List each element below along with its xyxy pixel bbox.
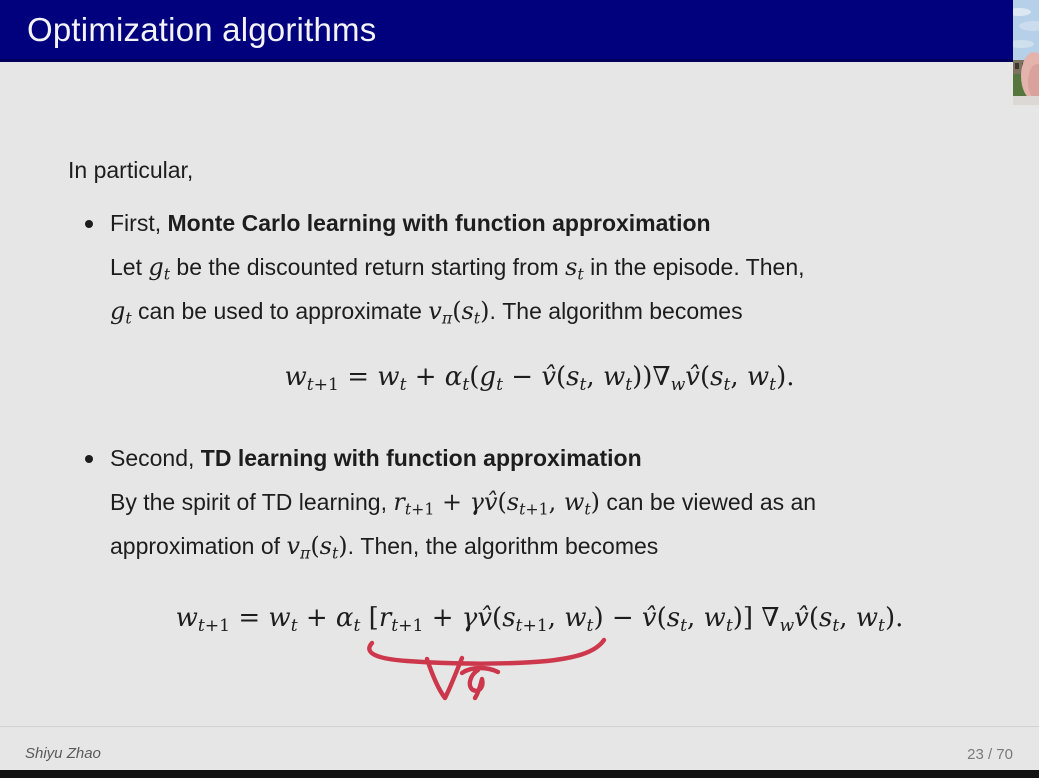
footer-divider — [0, 726, 1039, 727]
bullet-icon — [85, 220, 93, 228]
intro-text: In particular, — [68, 157, 194, 183]
bullet-icon — [85, 455, 93, 463]
bottom-bar — [0, 770, 1039, 778]
annotation-subscript-bar-stroke — [462, 668, 498, 673]
bullet-1-line-2: gt can be used to approximate vπ(st). The algorithm becomes — [110, 297, 743, 328]
slide-header-bar — [0, 0, 1039, 62]
annotation-underline-stroke — [369, 640, 604, 664]
bullet-1-line-1: Let gt be the discounted return starting from st in the episode. Then, — [110, 253, 805, 284]
annotation-v-stroke — [427, 658, 462, 698]
td-update-formula: wt+1 = wt + αt [rt+1 + γv̂(st+1, wt) − v̂(st, wt)] ∇wv̂(st, wt). — [175, 603, 904, 637]
bullet-2-heading: Second, TD learning with function approximation — [110, 445, 642, 471]
corner-photo-thumbnail — [1013, 0, 1039, 105]
bullet-2-line-1: By the spirit of TD learning, rt+1 + γv̂(st+1, wt) can be viewed as an — [110, 488, 817, 519]
annotation-subscript-loop-stroke — [470, 670, 483, 698]
page-indicator: 23 / 70 — [967, 746, 1013, 763]
bullet-1-heading: First, Monte Carlo learning with function approximation — [110, 210, 711, 236]
mc-update-formula: wt+1 = wt + αt(gt − v̂(st, wt))∇wv̂(st, wt). — [284, 362, 795, 396]
bullet-2-line-2: approximation of vπ(st). Then, the algorithm becomes — [110, 532, 659, 563]
footer-author: Shiyu Zhao — [25, 745, 101, 762]
slide-title: Optimization algorithms — [27, 10, 377, 48]
